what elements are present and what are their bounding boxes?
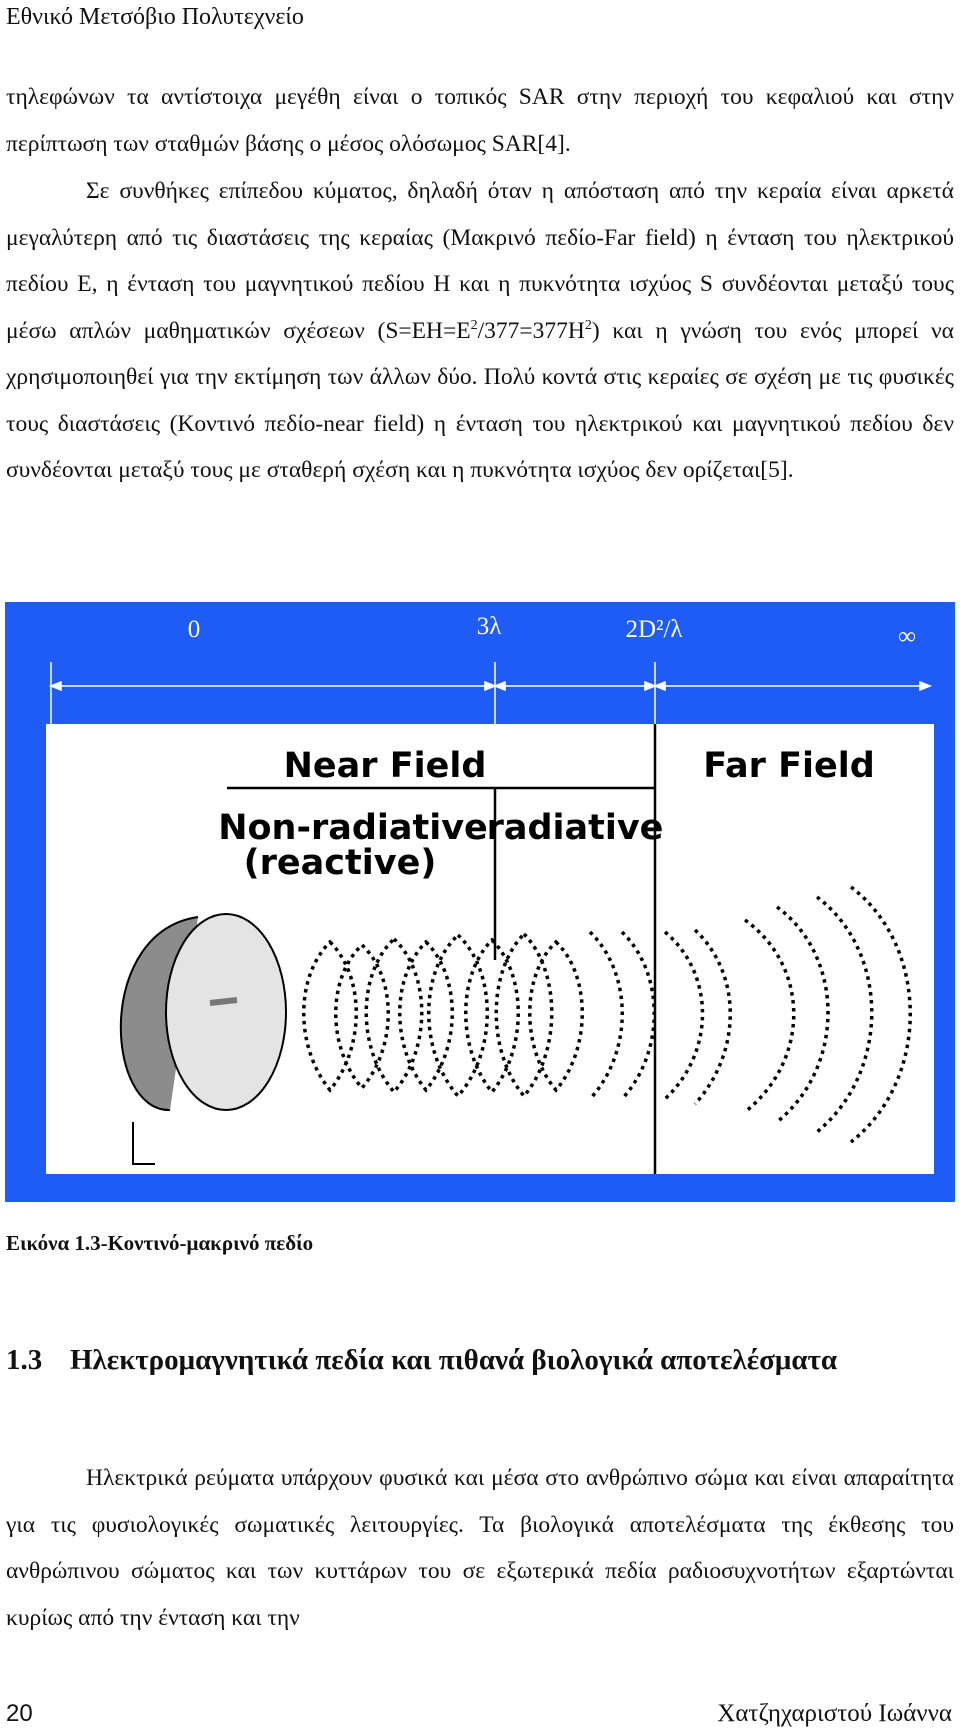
- figure-svg: [5, 602, 955, 1202]
- section-heading: [6, 1344, 837, 1377]
- reactive-label: (reactive): [243, 843, 437, 883]
- footer-author: Χατζηχαριστού Ιωάννα: [717, 1700, 952, 1727]
- paragraph-1: τηλεφώνων τα αντίστοιχα μεγέθη είναι ο τοπικός SAR στην περιοχή του κεφαλιού και στην περίπτωση των σταθμών βάσης ο μέσος ολόσωμος SAR[4].: [6, 84, 954, 157]
- superscript-2: 2: [584, 317, 592, 333]
- page-header: Εθνικό Μετσόβιο Πολυτεχνείο: [6, 4, 304, 30]
- paragraph-2: [6, 168, 954, 494]
- axis-label-2d2-lambda: 2D²/λ: [625, 616, 683, 643]
- section-number: 1.3: [6, 1344, 43, 1376]
- far-field-label: Far Field: [703, 746, 875, 786]
- near-field-label: Near Field: [283, 746, 487, 786]
- axis-label-zero: 0: [187, 616, 201, 643]
- axis-label-infinity: ∞: [898, 623, 916, 650]
- paragraph-2-text-a: Σε συνθήκες επίπεδου κύματος, δηλαδή όταν η απόσταση από την κεραία είναι αρκετά μεγαλύτερη από τις διαστάσεις της κεραίας (Μακρινό πεδίο-Far field) η ένταση του ηλεκτρικού πεδίου E, η ένταση του μαγνητικού πεδίου H και η πυκνότητα ισχύος S συνδέονται μεταξύ τους μέσω απλών μαθηματικών σχέσεων (S=EH=E: [6, 178, 954, 344]
- radiative-label: radiative: [486, 808, 664, 848]
- axis-label-3-lambda: 3λ: [476, 613, 502, 640]
- near-far-field-figure: [5, 602, 955, 1202]
- figure-caption: Εικόνα 1.3-Κοντινό-μακρινό πεδίο: [6, 1231, 314, 1255]
- page-number: 20: [6, 1700, 33, 1727]
- paragraph-3: Ηλεκτρικά ρεύματα υπάρχουν φυσικά και μέσα στο ανθρώπινο σώμα και είναι απαραίτητα για τις φυσιολογικές σωματικές λειτουργίες. Τα βιολογικά αποτελέσματα της έκθεσης του ανθρώπινου σώματος και των κυττάρων του σε εξωτερικά πεδία ραδιοσυχνοτήτων εξαρτώνται κυρίως από την ένταση και την: [6, 1465, 954, 1631]
- non-radiative-label: Non-radiative: [218, 808, 488, 848]
- paragraph-2-text-b: /377=377H: [477, 317, 585, 344]
- superscript-1: 2: [470, 317, 478, 333]
- section-title: Ηλεκτρομαγνητικά πεδία και πιθανά βιολογικά αποτελέσματα: [70, 1344, 838, 1376]
- paragraph-2-text-c: ) και η γνώση του ενός μπορεί να χρησιμοποιηθεί για την εκτίμηση των άλλων δύο. Πολύ κοντά στις κεραίες σε σχέση με τις φυσικές τους διαστάσεις (Κοντινό πεδίο-near field) η ένταση του ηλεκτρικού και μαγνητικού πεδίου δεν συνδέονται μεταξύ τους με σταθερή σχέση και η πυκνότητα ισχύος δεν ορίζεται[5].: [6, 317, 954, 483]
